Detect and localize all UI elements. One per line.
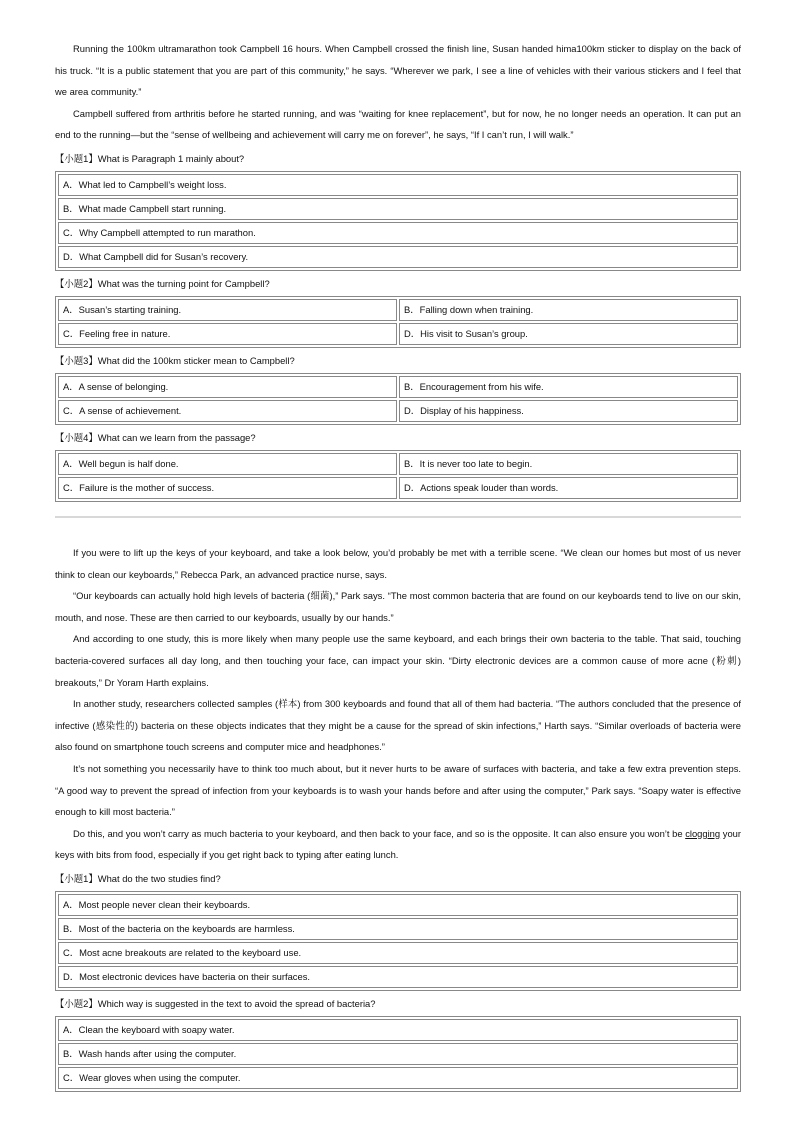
p1-q1-option-a[interactable]: A．What led to Campbell’s weight loss. [58,174,738,196]
passage-2-paragraph-2: “Our keyboards can actually hold high levels of bacteria (细菌),” Park says. “The most common bacteria that are found on our keyboards tend to live on our skin, mouth, and nose. These are then carried to our keyboards, usually by our hands.” [55,590,741,623]
p2-q1-option-c[interactable]: C．Most acne breakouts are related to the keyboard use. [58,942,738,964]
p1-question-3-label: 【小题3】What did the 100km sticker mean to Campbell? [55,354,295,366]
p1-q2-option-c[interactable]: C．Feeling free in nature. [58,323,397,345]
p2-q2-option-a[interactable]: A．Clean the keyboard with soapy water. [58,1019,738,1041]
p1-q3-option-d[interactable]: D．Display of his happiness. [399,400,738,422]
p1-question-4-options [55,450,741,502]
p1-q3-option-a[interactable]: A．A sense of belonging. [58,376,397,398]
passage-2-paragraph-1: If you were to lift up the keys of your keyboard, and take a look below, you’d probably be met with a terrible scene. “We clean our homes but most of us never think to clean our keyboards,” Rebecca Park, an advanced practice nurse, says. [55,546,741,580]
p2-q2-option-b[interactable]: B．Wash hands after using the computer. [58,1043,738,1065]
p1-q2-option-d[interactable]: D．His visit to Susan’s group. [399,323,738,345]
p1-q3-option-c[interactable]: C．A sense of achievement. [58,400,397,422]
p1-q4-option-a[interactable]: A．Well begun is half done. [58,453,397,475]
passage-1-paragraph-2: Campbell suffered from arthritis before he started running, and was “waiting for knee replacement”, but for now, he no longer needs an operation. It can put an end to the running—but the “sense of wellbeing and achievement will carry me on forever”, he says, “If I can’t run, I will walk.” [55,107,741,141]
passage-2-paragraph-4: In another study, researchers collected samples (样本) from 300 keyboards and found that all of them had bacteria. “The authors concluded that the presence of infective (感染性的) bacteria on these objects indicates that they might be a cause for the spread of skin infections,” Harth says. “Similar overloads of bacteria were also found on smartphone touch screens and computer mice and headphones.” [55,698,741,753]
passage-2 [55,542,741,1092]
underlined-word-clogging: clogging [685,827,721,839]
p1-question-1-label: 【小题1】What is Paragraph 1 mainly about? [55,152,245,164]
p1-q4-option-d[interactable]: D．Actions speak louder than words. [399,477,738,499]
passage-2-paragraph-6 [55,823,741,866]
p1-q4-option-c[interactable]: C．Failure is the mother of success. [58,477,397,499]
p1-q1-option-b[interactable]: B．What made Campbell start running. [58,198,738,220]
passage-1 [55,38,741,502]
p1-question-2-options [55,296,741,348]
p2-question-1-label: 【小题1】What do the two studies find? [55,872,221,884]
p1-question-4-label: 【小题4】What can we learn from the passage? [55,431,256,443]
exam-page [55,38,741,1092]
passage-2-paragraph-3: And according to one study, this is more likely when many people use the same keyboard, and each brings their own bacteria to the table. That said, touching bacteria-covered surfaces all day long, and then touching your face, can impact your skin. “Dirty electronic devices are a common cause of more acne (粉刺) breakouts,” Dr Yoram Harth explains. [55,633,741,688]
p2-question-2-label: 【小题2】Which way is suggested in the text to avoid the spread of bacteria? [55,997,376,1009]
p2-question-2-options [55,1016,741,1092]
p1-q2-option-a[interactable]: A．Susan’s starting training. [58,299,397,321]
p1-question-3-options [55,373,741,425]
paragraph-6-text-after: your keys with bits from food, especially if you get right back to typing after eating lunch. [55,827,741,861]
p1-question-1-options [55,171,741,271]
passage-divider [55,502,741,518]
passage-1-paragraph-1: Running the 100km ultramarathon took Campbell 16 hours. When Campbell crossed the finish line, Susan handed hima100km sticker to display on the back of his truck. “It is a public statement that you are part of this community,” he says. “Wherever we park, I see a line of vehicles with their various stickers and I feel that we area community.” [55,43,741,98]
p1-q3-option-b[interactable]: B．Encouragement from his wife. [399,376,738,398]
p1-q2-option-b[interactable]: B．Falling down when training. [399,299,738,321]
p2-q1-option-a[interactable]: A．Most people never clean their keyboards. [58,894,738,916]
passage-2-paragraph-5: It’s not something you necessarily have to think too much about, but it never hurts to be aware of surfaces with bacteria, and take a few extra prevention steps. “A good way to prevent the spread of infection from your keyboards is to wash your hands before and after using the computer,” Park says. “Soapy water is effective enough to kill most bacteria.” [55,762,741,818]
p1-q4-option-b[interactable]: B．It is never too late to begin. [399,453,738,475]
paragraph-6-text-before: Do this, and you won’t carry as much bacteria to your keyboard, and then back to your face, and so is the opposite. It can also ensure you won’t be [73,827,686,839]
p1-q1-option-c[interactable]: C．Why Campbell attempted to run marathon. [58,222,738,244]
p1-question-2-label: 【小题2】What was the turning point for Campbell? [55,277,270,289]
p2-q1-option-d[interactable]: D．Most electronic devices have bacteria on their surfaces. [58,966,738,988]
p2-q2-option-c[interactable]: C．Wear gloves when using the computer. [58,1067,738,1089]
p2-q1-option-b[interactable]: B．Most of the bacteria on the keyboards are harmless. [58,918,738,940]
p1-q1-option-d[interactable]: D．What Campbell did for Susan’s recovery. [58,246,738,268]
p2-question-1-options [55,891,741,991]
